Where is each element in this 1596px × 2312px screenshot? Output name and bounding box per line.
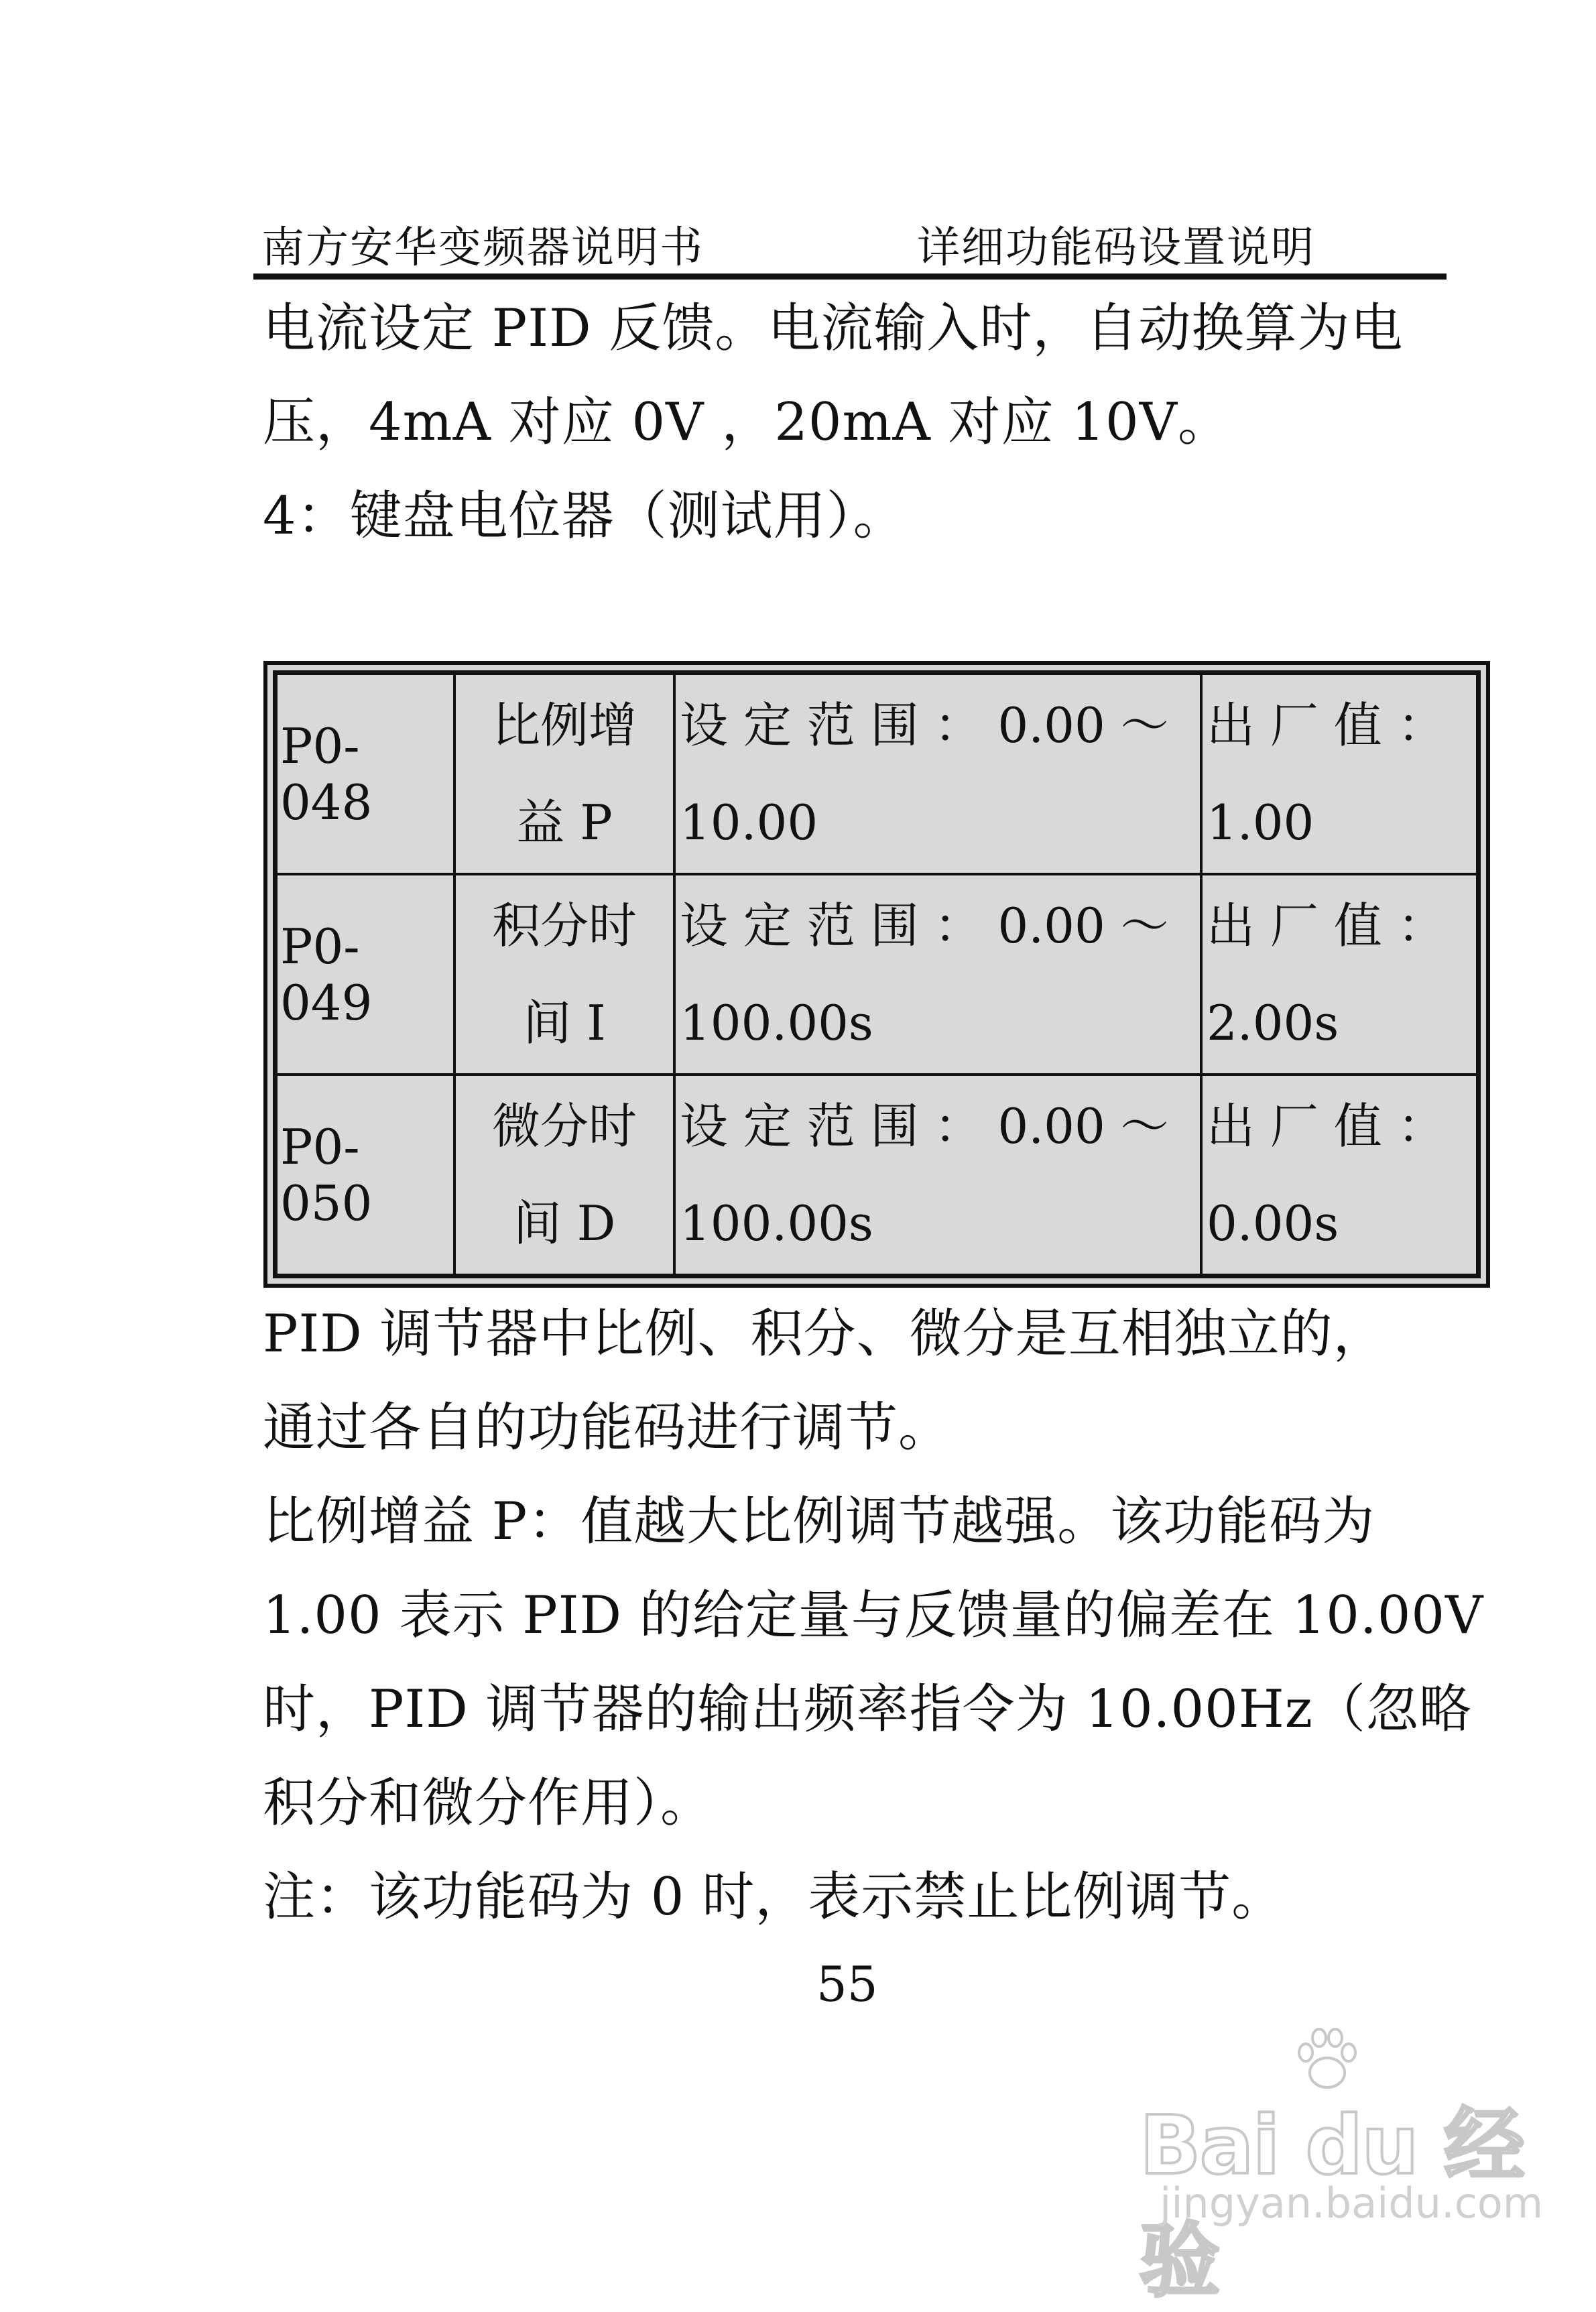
param-default-line: 0.00s [1207,1195,1339,1252]
param-default [1201,1075,1477,1275]
param-range-line: 100.00s [680,994,873,1051]
intro-line: 4：键盘电位器（测试用）。 [263,486,906,546]
param-default-line: 2.00s [1207,994,1339,1051]
param-name-line: 比例增 [491,696,637,753]
watermark-url: jingyan.baidu.com [1160,2179,1544,2228]
param-name-line: 间 D [513,1195,616,1252]
watermark-brand: Bai du 经验 [1140,2100,1524,2308]
param-name [454,874,674,1075]
param-name [454,1075,674,1275]
proportional-gain-paragraph [263,1475,1483,1850]
param-name-line: 微分时 [491,1097,637,1154]
param-code: P0-050 [276,1075,454,1275]
param-name-line: 积分时 [491,897,637,954]
param-name-line: 益 P [516,794,613,851]
param-default-line: 出 厂 值 ： [1207,1097,1446,1154]
param-range [674,874,1201,1075]
table-row [276,1075,1477,1275]
param-name-line: 间 I [523,994,606,1051]
body-line: 时，PID 调节器的输出频率指令为 10.00Hz（忽略 [263,1679,1472,1740]
body-line: 通过各自的功能码进行调节。 [263,1398,952,1458]
param-default-line: 出 厂 值 ： [1207,696,1446,753]
param-range-line: 设 定 范 围 ： 0.00 ～ [680,897,1169,954]
intro-paragraph [263,282,1403,563]
param-range [674,1075,1201,1275]
body-line: 比例增益 P：值越大比例调节越强。该功能码为 [263,1492,1375,1552]
intro-line: 压，4mA 对应 0V ，20mA 对应 10V。 [263,392,1231,452]
body-line: PID 调节器中比例、积分、微分是互相独立的， [263,1304,1386,1364]
body-line: 1.00 表示 PID 的给定量与反馈量的偏差在 10.00V [263,1585,1484,1646]
param-code: P0-049 [276,874,454,1075]
param-range-line: 设 定 范 围 ： 0.00 ～ [680,696,1169,753]
param-default [1201,874,1477,1075]
param-range-line: 100.00s [680,1195,873,1252]
header-rule [253,273,1447,280]
param-name [454,674,674,874]
param-default [1201,674,1477,874]
page-header [253,201,1447,275]
header-left-title: 南方安华变频器说明书 [261,223,704,273]
param-code: P0-048 [276,674,454,874]
body-line: 积分和微分作用）。 [263,1773,714,1833]
param-range-line: 设 定 范 围 ： 0.00 ～ [680,1097,1169,1154]
param-range [674,674,1201,874]
table-row [276,874,1477,1075]
header-right-title: 详细功能码设置说明 [917,223,1315,273]
page-number: 55 [816,1956,878,2012]
note-line: 注：该功能码为 0 时，表示禁止比例调节。 [263,1867,1285,1927]
intro-line: 电流设定 PID 反馈。电流输入时，自动换算为电 [263,298,1404,359]
param-default-line: 1.00 [1207,794,1314,851]
note-paragraph [263,1850,1284,1944]
param-range-line: 10.00 [680,794,818,851]
table-row [276,674,1477,874]
param-default-line: 出 厂 值 ： [1207,897,1446,954]
parameter-table [263,661,1490,1288]
watermark [1140,2024,1569,2308]
pid-independence-paragraph [263,1287,1386,1475]
